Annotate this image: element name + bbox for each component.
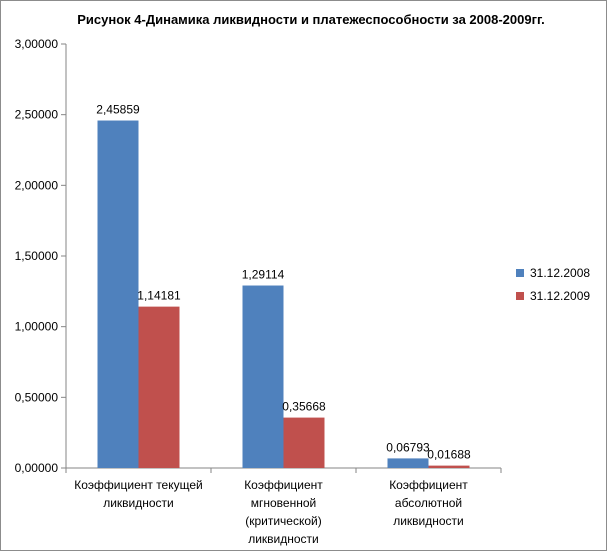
data-label-2-1: 1,14181 — [137, 288, 181, 303]
y-tick-label: 1,00000 — [14, 319, 58, 334]
legend-label-1: 31.12.2008 — [530, 266, 591, 280]
data-label-1-3: 0,06793 — [386, 440, 430, 455]
bar-2-2 — [284, 418, 325, 468]
data-label-2-2: 0,35668 — [282, 399, 326, 414]
chart-title: Рисунок 4-Динамика ликвидности и платежеспособности за 2008-2009гг. — [77, 12, 545, 27]
legend-swatch-1 — [516, 269, 524, 277]
y-tick-label: 0,00000 — [14, 461, 58, 475]
data-label-1-1: 2,45859 — [96, 102, 140, 117]
legend-swatch-2 — [516, 292, 524, 300]
bar-2-3 — [429, 466, 470, 468]
category-label-line: ликвидности — [393, 514, 464, 528]
data-label-1-2: 1,29114 — [241, 267, 285, 282]
data-label-2-3: 0,01688 — [427, 447, 471, 462]
category-label-line: Коэффициент текущей — [74, 478, 203, 492]
y-tick-label: 2,00000 — [14, 178, 58, 193]
bar-2-1 — [139, 307, 180, 468]
bar-1-3 — [388, 458, 429, 468]
category-label-2 — [244, 478, 323, 546]
category-labels — [74, 478, 468, 546]
legend-label-2: 31.12.2009 — [530, 289, 591, 303]
category-label-line: мгновенной — [250, 496, 317, 510]
category-label-line: ликвидности — [248, 532, 319, 546]
legend — [516, 266, 590, 303]
category-label-3 — [389, 478, 468, 528]
category-label-line: абсолютной — [394, 496, 463, 510]
category-label-line: (критической) — [245, 514, 322, 528]
y-tick-label: 2,50000 — [14, 107, 58, 122]
category-label-line: Коэффициент — [389, 478, 468, 492]
y-tick-label: 3,00000 — [14, 37, 58, 51]
category-label-1 — [74, 478, 202, 510]
y-tick-label: 0,50000 — [14, 390, 58, 405]
bar-1-2 — [243, 286, 284, 468]
bar-1-1 — [98, 121, 139, 468]
y-tick-label: 1,50000 — [14, 249, 58, 263]
category-label-line: Коэффициент — [244, 478, 323, 492]
bar-chart — [1, 1, 606, 550]
category-label-line: ликвидности — [103, 496, 174, 510]
